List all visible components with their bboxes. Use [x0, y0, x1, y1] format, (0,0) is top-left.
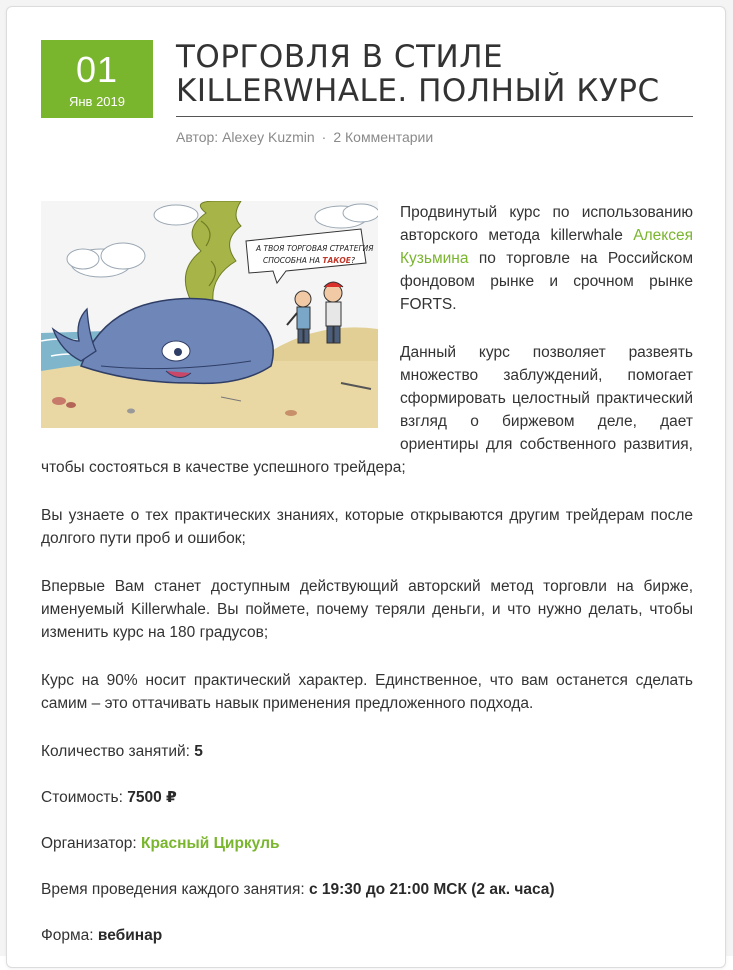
- svg-text:СПОСОБНА НА ТАКОЕ?: СПОСОБНА НА ТАКОЕ?: [263, 256, 355, 265]
- organizer-label: Организатор:: [41, 835, 141, 852]
- lessons-label: Количество занятий:: [41, 743, 195, 760]
- date-month: Янв 2019: [68, 94, 125, 109]
- paragraph-method: Впервые Вам станет доступным действующий авторский метод торговли на бирже, именуемый Killerwhale. Вы поймете, почему теряли деньги, и что нужно делать, чтобы изменить курс на 180 градусов;: [41, 578, 693, 641]
- format-label: Форма:: [41, 927, 98, 944]
- detail-organizer: [41, 832, 693, 855]
- meta-separator: ·: [321, 129, 327, 145]
- paragraph-course-benefits: Данный курс позволяет развеять множество заблуждений, помогает сформировать целостный практический взгляд о биржевом деле, дает ориентиры для собственного развития, чтобы состояться в качестве успешного трейдера;: [41, 344, 693, 476]
- post-title[interactable]: ТОРГОВЛЯ В СТИЛЕ KILLERWHALE. ПОЛНЫЙ КУРС: [176, 39, 660, 109]
- title-divider: [176, 116, 693, 117]
- author-link[interactable]: Автор: Alexey Kuzmin: [176, 129, 315, 145]
- detail-format: [41, 924, 693, 947]
- intro-text-before: Продвинутый курс по использованию авторского метода killerwhale: [400, 204, 693, 244]
- schedule-value: с 19:30 до 21:00 МСК (2 ак. часа): [308, 881, 555, 898]
- intro-text-after: по торговле на Российском фондовом рынке и срочном рынке FORTS.: [400, 250, 693, 313]
- svg-text:А ТВОЯ ТОРГОВАЯ СТРАТЕГИЯ: А ТВОЯ ТОРГОВАЯ СТРАТЕГИЯ: [256, 244, 374, 253]
- price-label: Стоимость:: [41, 789, 128, 806]
- paragraph-knowledge: Вы узнаете о тех практических знаниях, которые открываются другим трейдерам после долгого пути проб и ошибок;: [41, 507, 693, 547]
- format-value: вебинар: [97, 927, 163, 944]
- post-content: [41, 201, 693, 970]
- schedule-label: Время проведения каждого занятия:: [41, 881, 309, 898]
- organizer-value: Красный Циркуль: [141, 835, 280, 852]
- price-value: 7500 ₽: [127, 789, 177, 806]
- date-badge: [41, 40, 153, 118]
- detail-schedule: [41, 878, 693, 901]
- detail-lessons: [41, 740, 693, 763]
- author-name-link[interactable]: Алексея Кузьмина: [400, 227, 693, 267]
- post-meta: [176, 129, 433, 145]
- date-day: 01: [75, 49, 119, 90]
- organizer-link[interactable]: [141, 835, 279, 852]
- comments-link[interactable]: 2 Комментарии: [333, 129, 434, 145]
- paragraph-practical: Курс на 90% носит практический характер. Единственное, что вам останется сделать самим – это оттачивать навык применения предложенного подхода.: [41, 672, 693, 712]
- lessons-value: 5: [194, 743, 203, 760]
- cartoon-image: [41, 201, 378, 428]
- detail-price: [41, 786, 693, 809]
